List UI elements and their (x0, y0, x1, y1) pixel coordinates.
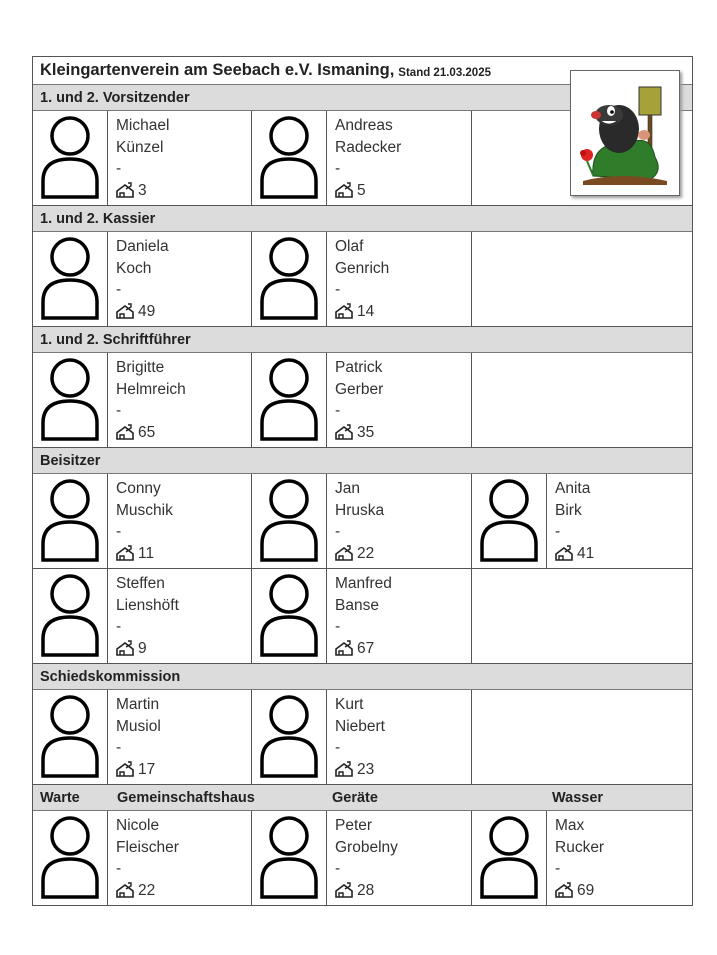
member-phone: - (116, 402, 122, 419)
avatar (472, 474, 547, 568)
section-label: 1. und 2. Vorsitzender (40, 89, 190, 106)
member-info (327, 353, 383, 447)
avatar (33, 811, 108, 905)
plot-number-value: 65 (138, 423, 156, 441)
member-last-name: Musiol (116, 717, 161, 735)
avatar (472, 811, 547, 905)
plot-number-value: 35 (357, 423, 375, 441)
warte-role-label: Wasser (552, 790, 604, 806)
member-phone: - (116, 523, 122, 540)
plot-number (335, 880, 398, 902)
member-card (252, 111, 472, 205)
plot-number-value: 41 (577, 544, 595, 562)
plot-number (116, 180, 169, 202)
member-first-name: Anita (555, 480, 591, 497)
section-header (33, 448, 692, 474)
person-silhouette-icon (259, 115, 319, 201)
section-header (33, 206, 692, 232)
plot-number (335, 422, 383, 444)
member-last-name: Birk (555, 501, 582, 519)
person-silhouette-icon (479, 815, 539, 901)
member-info (327, 111, 401, 205)
sections (33, 85, 692, 906)
section-header (33, 664, 692, 690)
member-first-name: Nicole (116, 817, 160, 834)
member-info (547, 811, 604, 905)
member-phone: - (335, 160, 341, 177)
member-card (252, 232, 472, 326)
person-silhouette-icon (259, 357, 319, 443)
member-card (33, 569, 252, 663)
member-last-name: Gerber (335, 380, 384, 398)
avatar (33, 474, 108, 568)
mole-with-shovel-logo (571, 71, 679, 195)
member-card (252, 690, 472, 784)
avatar (252, 232, 327, 326)
member-first-name: Olaf (335, 238, 364, 255)
member-card (33, 474, 252, 568)
plot-number-value: 28 (357, 881, 375, 899)
member-info (108, 474, 173, 568)
avatar (33, 353, 108, 447)
person-silhouette-icon (40, 815, 100, 901)
warte-role-label: Warte (40, 790, 80, 806)
plot-number (335, 543, 384, 565)
member-row (33, 353, 692, 448)
plot-number (335, 759, 385, 781)
member-last-name: Niebert (335, 717, 385, 735)
member-first-name: Conny (116, 480, 161, 497)
member-phone: - (335, 281, 341, 298)
plot-number-value: 11 (138, 544, 155, 562)
member-last-name: Helmreich (116, 380, 186, 398)
member-phone: - (116, 739, 122, 756)
member-info (108, 232, 169, 326)
person-silhouette-icon (259, 573, 319, 659)
person-silhouette-icon (259, 694, 319, 780)
plot-number (335, 301, 389, 323)
member-info (108, 690, 161, 784)
member-first-name: Steffen (116, 575, 165, 592)
member-card (33, 232, 252, 326)
member-card (252, 353, 472, 447)
member-row (33, 690, 692, 785)
avatar (33, 232, 108, 326)
person-silhouette-icon (40, 478, 100, 564)
section-label: 1. und 2. Kassier (40, 210, 156, 227)
avatar (252, 474, 327, 568)
member-card (472, 811, 692, 905)
member-card (472, 474, 692, 568)
member-info (108, 353, 186, 447)
member-phone: - (335, 402, 341, 419)
member-phone: - (335, 860, 341, 877)
plot-number (116, 759, 161, 781)
member-card (33, 811, 252, 905)
plot-number (335, 180, 401, 202)
empty-cell (472, 353, 692, 447)
empty-cell (472, 569, 692, 663)
avatar (252, 353, 327, 447)
member-last-name: Genrich (335, 259, 390, 277)
plot-number (116, 301, 169, 323)
member-phone: - (335, 618, 341, 635)
avatar (252, 569, 327, 663)
avatar (33, 111, 108, 205)
person-silhouette-icon (40, 115, 100, 201)
member-first-name: Kurt (335, 696, 364, 713)
section-header-warte (33, 785, 692, 811)
member-last-name: Künzel (116, 138, 164, 156)
member-last-name: Lienshöft (116, 596, 179, 614)
member-row (33, 811, 692, 906)
person-silhouette-icon (259, 236, 319, 322)
plot-number-value: 5 (357, 181, 366, 199)
plot-number-value: 23 (357, 760, 375, 778)
garden-plot-icon (335, 761, 353, 777)
member-card (252, 474, 472, 568)
member-last-name: Muschik (116, 501, 173, 519)
plot-number (116, 422, 186, 444)
member-phone: - (116, 281, 122, 298)
garden-plot-icon (335, 545, 353, 561)
member-last-name: Fleischer (116, 838, 179, 856)
member-card (33, 353, 252, 447)
plot-number-value: 49 (138, 302, 156, 320)
member-last-name: Koch (116, 259, 152, 277)
plot-number (555, 543, 594, 565)
member-last-name: Grobelny (335, 838, 398, 856)
avatar (252, 111, 327, 205)
member-card (33, 111, 252, 205)
member-card (252, 811, 472, 905)
plot-number (555, 880, 604, 902)
member-info (327, 690, 385, 784)
member-row (33, 569, 692, 664)
member-phone: - (555, 523, 561, 540)
member-first-name: Max (555, 817, 585, 834)
person-silhouette-icon (479, 478, 539, 564)
section-header (33, 327, 692, 353)
member-info (108, 111, 169, 205)
member-first-name: Brigitte (116, 359, 165, 376)
garden-plot-icon (555, 882, 573, 898)
member-info (327, 811, 398, 905)
section-label: 1. und 2. Schriftführer (40, 331, 191, 348)
member-last-name: Rucker (555, 838, 605, 856)
member-phone: - (555, 860, 561, 877)
member-first-name: Jan (335, 480, 360, 497)
garden-plot-icon (116, 424, 134, 440)
garden-plot-icon (335, 303, 353, 319)
warte-role-label: Geräte (332, 790, 378, 806)
avatar (252, 811, 327, 905)
garden-plot-icon (335, 640, 353, 656)
plot-number (116, 638, 179, 660)
person-silhouette-icon (40, 694, 100, 780)
member-row (33, 474, 692, 569)
empty-cell (472, 690, 692, 784)
member-card (252, 569, 472, 663)
garden-plot-icon (116, 545, 134, 561)
member-info (327, 474, 384, 568)
plot-number (116, 880, 179, 902)
garden-plot-icon (555, 545, 573, 561)
plot-number-value: 69 (577, 881, 595, 899)
member-phone: - (335, 523, 341, 540)
plot-number-value: 67 (357, 639, 375, 657)
section-label: Schiedskommission (40, 668, 181, 685)
member-card (33, 690, 252, 784)
member-first-name: Andreas (335, 117, 393, 134)
avatar (33, 690, 108, 784)
person-silhouette-icon (259, 815, 319, 901)
member-info (327, 569, 392, 663)
member-phone: - (116, 860, 122, 877)
garden-plot-icon (116, 182, 134, 198)
empty-cell (472, 232, 692, 326)
member-last-name: Hruska (335, 501, 385, 519)
person-silhouette-icon (259, 478, 319, 564)
avatar (33, 569, 108, 663)
member-phone: - (335, 739, 341, 756)
garden-plot-icon (116, 761, 134, 777)
member-info (108, 569, 179, 663)
garden-plot-icon (335, 882, 353, 898)
member-first-name: Martin (116, 696, 160, 713)
plot-number-value: 22 (357, 544, 375, 562)
plot-number (335, 638, 392, 660)
plot-number-value: 9 (138, 639, 147, 657)
member-last-name: Banse (335, 596, 379, 614)
garden-plot-icon (116, 640, 134, 656)
garden-plot-icon (335, 182, 353, 198)
plot-number-value: 22 (138, 881, 156, 899)
section-label: Beisitzer (40, 452, 101, 469)
plot-number-value: 17 (138, 760, 156, 778)
person-silhouette-icon (40, 236, 100, 322)
person-silhouette-icon (40, 357, 100, 443)
member-first-name: Patrick (335, 359, 383, 376)
member-first-name: Manfred (335, 575, 392, 592)
plot-number (116, 543, 173, 565)
plot-number-value: 3 (138, 181, 147, 199)
member-first-name: Michael (116, 117, 170, 134)
member-first-name: Peter (335, 817, 373, 834)
avatar (252, 690, 327, 784)
garden-plot-icon (116, 303, 134, 319)
garden-plot-icon (335, 424, 353, 440)
member-phone: - (116, 618, 122, 635)
plot-number-value: 14 (357, 302, 375, 320)
member-first-name: Daniela (116, 238, 169, 255)
warte-role-label: Gemeinschaftshaus (117, 790, 255, 806)
member-last-name: Radecker (335, 138, 402, 156)
garden-plot-icon (116, 882, 134, 898)
club-logo (570, 70, 680, 196)
member-info (547, 474, 594, 568)
member-info (108, 811, 179, 905)
member-phone: - (116, 160, 122, 177)
stand-date: Stand 21.03.2025 (398, 66, 491, 79)
member-info (327, 232, 389, 326)
club-title: Kleingartenverein am Seebach e.V. Ismaning, (40, 61, 395, 79)
member-row (33, 232, 692, 327)
person-silhouette-icon (40, 573, 100, 659)
